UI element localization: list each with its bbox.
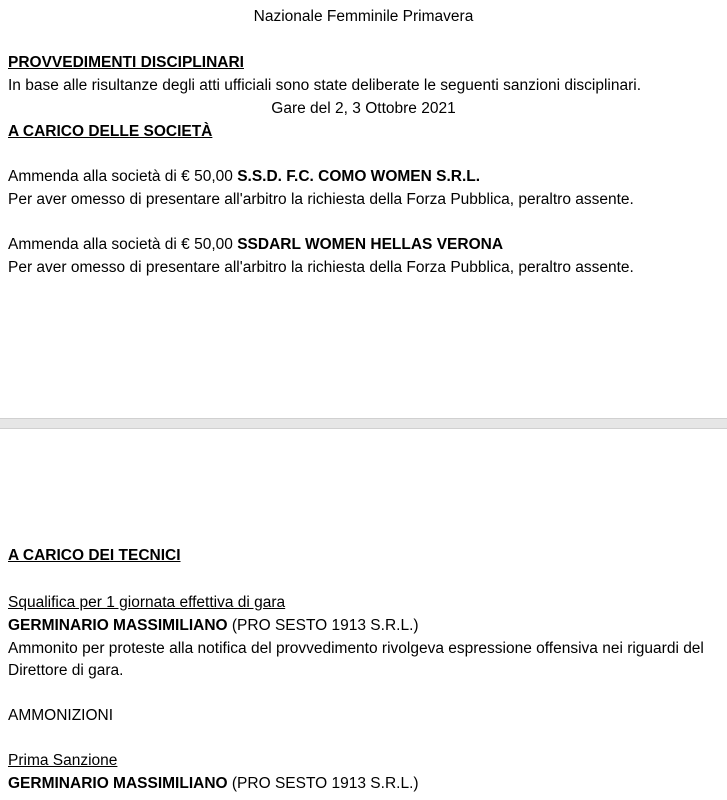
suspension-person: GERMINARIO MASSIMILIANO <box>8 617 228 634</box>
intro-text: In base alle risultanze degli atti ufficiali sono state deliberate le seguenti sanzioni disciplinari. <box>8 77 642 94</box>
fine-entry-2 <box>8 235 503 255</box>
first-sanction-club: (PRO SESTO 1913 S.R.L.) <box>227 775 419 792</box>
suspension-reason-line-2: Direttore di gara. <box>8 662 124 679</box>
first-sanction-entry <box>8 774 419 794</box>
suspension-entry <box>8 616 419 636</box>
fine-entry-1 <box>8 167 480 187</box>
fine-prefix: Ammenda alla società di € 50,00 <box>8 168 238 185</box>
suspension-reason-line-1: Ammonito per proteste alla notifica del provvedimento rivolgeva espressione offensiva nei riguardi del <box>8 640 704 657</box>
suspension-label: Squalifica per 1 giornata effettiva di gara <box>8 594 286 611</box>
fine-club: SSDARL WOMEN HELLAS VERONA <box>237 236 504 253</box>
section-title: PROVVEDIMENTI DISCIPLINARI <box>8 54 244 71</box>
document-page-2 <box>0 429 727 800</box>
fine-reason-2: Per aver omesso di presentare all'arbitro la richiesta della Forza Pubblica, peraltro assente. <box>8 259 634 276</box>
document-header: Nazionale Femminile Primavera <box>253 8 474 25</box>
fine-reason-1: Per aver omesso di presentare all'arbitro la richiesta della Forza Pubblica, peraltro assente. <box>8 191 634 208</box>
societies-heading: A CARICO DELLE SOCIETÀ <box>8 123 213 140</box>
fine-prefix: Ammenda alla società di € 50,00 <box>8 236 238 253</box>
suspension-club: (PRO SESTO 1913 S.R.L.) <box>227 617 419 634</box>
coaches-heading: A CARICO DEI TECNICI <box>8 547 181 564</box>
fine-club: S.S.D. F.C. COMO WOMEN S.R.L. <box>237 168 481 185</box>
match-dates: Gare del 2, 3 Ottobre 2021 <box>271 100 456 117</box>
warnings-heading: AMMONIZIONI <box>8 707 114 724</box>
first-sanction-label: Prima Sanzione <box>8 752 118 769</box>
page-separator <box>0 418 727 429</box>
first-sanction-person: GERMINARIO MASSIMILIANO <box>8 775 228 792</box>
